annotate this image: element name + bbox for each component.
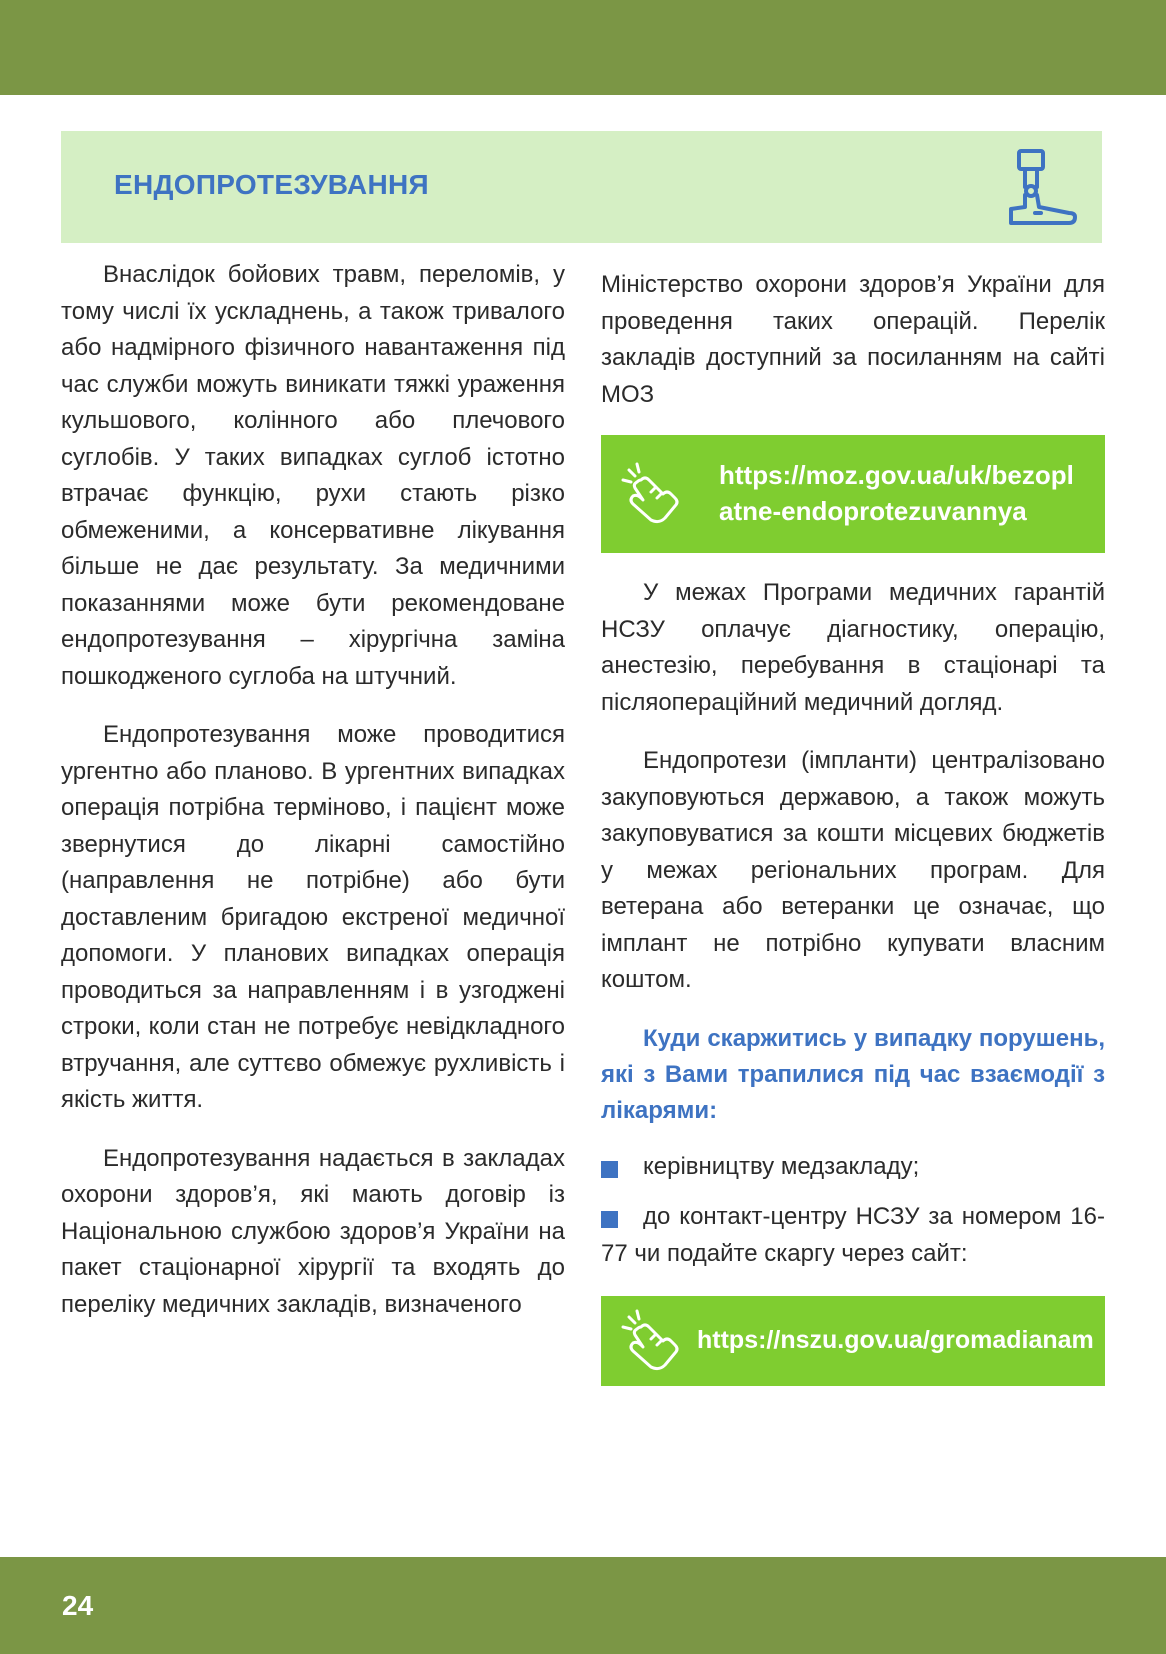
complaint-item-management (601, 1149, 1105, 1186)
pointing-hand-icon (615, 1305, 687, 1377)
top-color-band (0, 0, 1166, 95)
left-column (61, 257, 565, 1345)
paragraph-endoprosthesis-intro: Внаслідок бойових травм, переломів, у тому числі їх ускладнень, а також тривалого або надмірного фізичного навантаження під час служби можуть виникати тяжкі ураження кульшового, колінного або плечового суглобів. У таких випадках суглоб істотно втрачає функцію, рухи стають різко обмеженими, а консервативне лікування більше не дає результату. За медичними показаннями може бути рекомендоване ендопротезування – хірургічна заміна пошкодженого суглоба на штучний. (61, 261, 565, 690)
right-column (601, 267, 1105, 1408)
paragraph-facilities: Ендопротезування надається в закладах охорони здоров’я, які мають договір із Національною службою здоров’я України на пакет стаціонарної хірургії та входять до переліку медичних закладів, визначеного (61, 1144, 565, 1318)
pointing-hand-icon (615, 458, 687, 530)
leg-prosthesis-icon (991, 143, 1081, 233)
section-header (61, 131, 1102, 243)
paragraph-implants: Ендопротези (імпланти) централізовано закуповуються державою, а також можуть закуповуватися за кошти місцевих бюджетів у межах регіональних програм. Для ветерана або ветеранки це означає, що імплант не потрібно купувати власним коштом. (601, 747, 1105, 993)
complaint-item-text: до контакт-центру НСЗУ за номером 16-77 чи подайте скаргу через сайт: (601, 1203, 1105, 1267)
paragraph-moz-list: Міністерство охорони здоров’я України для проведення таких операцій. Перелік закладів доступний за посиланням на сайті МОЗ (601, 271, 1105, 408)
moz-link[interactable]: https://moz.gov.ua/uk/bezoplatne-endoprotezuvannya (719, 460, 1074, 526)
complaint-item-contact-center (601, 1199, 1105, 1272)
complaint-item-text: керівництву медзакладу; (643, 1152, 920, 1180)
bottom-color-band (0, 1557, 1166, 1654)
paragraph-urgent-planned: Ендопротезування може проводитися ургентно або планово. В ургентних випадках операція потрібна терміново, і пацієнт може звернутися до лікарні самостійно (направлення не потрібне) або бути доставленим бригадою екстреної медичної допомоги. У планових випадках операція проводиться за направленням і в узгоджені строки, коли стан не потребує невідкладного втручання, але суттєво обмежує рухливість і якість життя. (61, 721, 565, 1113)
bullet-square-icon (601, 1211, 618, 1228)
nszu-link[interactable]: https://nszu.gov.ua/gromadianam (697, 1326, 1094, 1354)
nszu-link-banner[interactable] (601, 1296, 1105, 1386)
page-number: 24 (62, 1590, 94, 1621)
paragraph-nszu-coverage: У межах Програми медичних гарантій НСЗУ оплачує діагностику, операцію, анестезію, перебування в стаціонарі та післяопераційний медичний догляд. (601, 579, 1105, 716)
section-title: ЕНДОПРОТЕЗУВАННЯ (114, 169, 429, 200)
complaint-heading: Куди скаржитись у випадку порушень, які з Вами трапилися під час взаємодії з лікарями: (601, 1024, 1105, 1124)
moz-link-banner[interactable] (601, 435, 1105, 553)
bullet-square-icon (601, 1161, 618, 1178)
